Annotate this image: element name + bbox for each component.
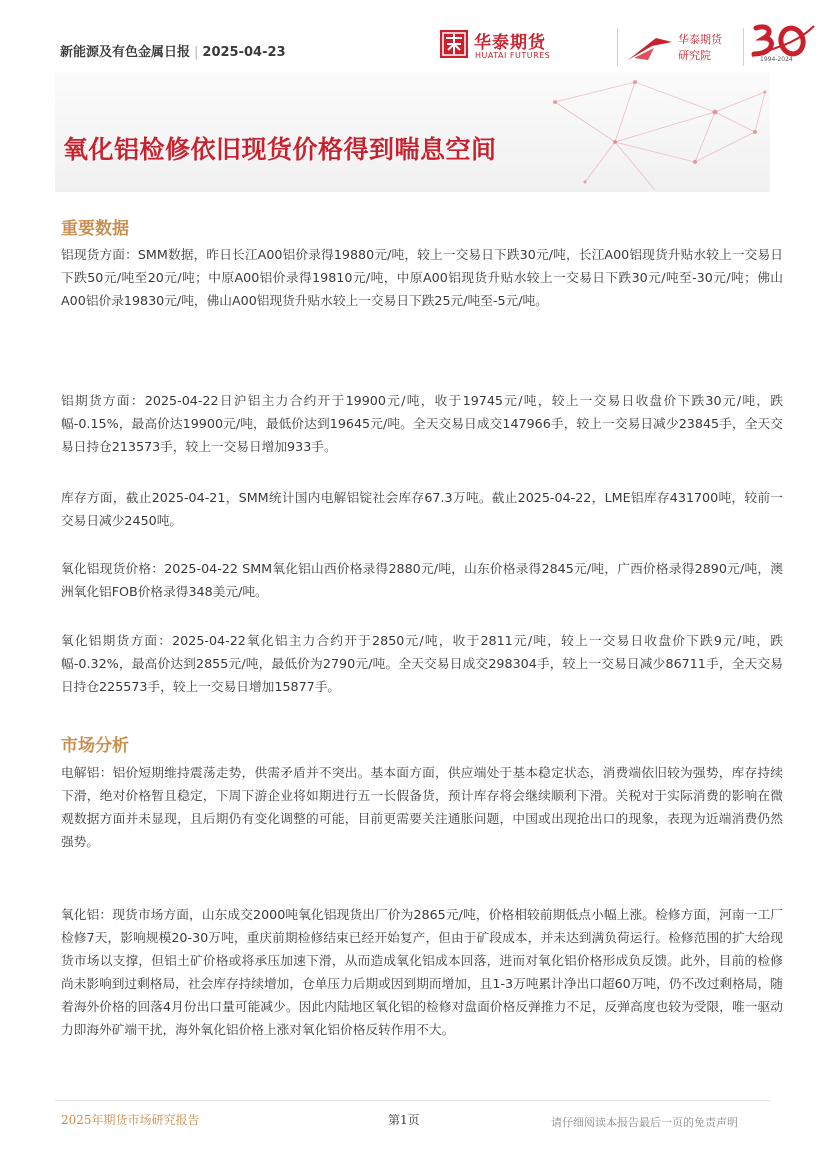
report-date: 2025-04-23 bbox=[202, 45, 286, 60]
title-banner bbox=[55, 72, 770, 192]
logo-en-text: HUATAI FUTURES bbox=[475, 51, 551, 60]
footer-report-label: 2025年期货市场研究报告 bbox=[61, 1113, 200, 1127]
swoosh-icon bbox=[626, 32, 674, 64]
paragraph-electrolytic-aluminum: 电解铝：铝价短期维持震荡走势，供需矛盾并不突出。基本面方面，供应端处于基本稳定状态，消费端依旧较为强势，库存持续下滑，绝对价格暂且稳定，下周下游企业将如期进行五一长假备货，预计库存将会继续顺利下滑。关税对于实际消费的影响在微观数据方面并未显现，且后期仍有变化调整的可能，目前更需要关注通胀问题，中国或出现抢出口的现象，表现为近端消费仍然强势。 bbox=[61, 765, 783, 849]
anniversary-years: 1994-2024 bbox=[760, 56, 793, 63]
anniversary-30-icon bbox=[750, 24, 816, 58]
report-name: 新能源及有色金属日报 bbox=[60, 45, 191, 60]
page-number: 第1页 bbox=[388, 1113, 420, 1127]
research-line1: 华泰期货 bbox=[678, 33, 722, 46]
section-heading-market-analysis: 市场分析 bbox=[61, 736, 129, 756]
report-title bbox=[60, 41, 286, 60]
research-line2: 研究院 bbox=[678, 49, 711, 62]
paragraph-aluminum-spot: 铝现货方面：SMM数据，昨日长江A00铝价录得19880元/吨，较上一交易日下跌30元/吨，长江A00铝现货升贴水较上一交易日下跌50元/吨至20元/吨；中原A00铝价录得19810元/吨，中原A00铝现货升贴水较上一交易日下跌30元/吨至-30元/吨；佛山A00铝价录19830元/吨，佛山A00铝现货升贴水较上一交易日下跌25元/吨至-5元/吨。 bbox=[61, 247, 783, 308]
research-institute-logo bbox=[626, 30, 741, 68]
huatai-logo-icon bbox=[440, 30, 468, 58]
page-header bbox=[60, 33, 793, 68]
paragraph-inventory: 库存方面，截止2025-04-21，SMM统计国内电解铝锭社会库存67.3万吨。截止2025-04-22，LME铝库存431700吨，较前一交易日减少2450吨。 bbox=[61, 490, 783, 528]
anniversary-logo bbox=[750, 24, 816, 68]
section-heading-key-data: 重要数据 bbox=[61, 219, 129, 239]
footer-divider bbox=[55, 1100, 770, 1101]
decorative-network-graphic bbox=[495, 72, 770, 192]
paragraph-alumina-futures: 氧化铝期货方面：2025-04-22氧化铝主力合约开于2850元/吨，收于2811元/吨，较上一交易日收盘价下跌9元/吨，跌幅-0.32%，最高价达到2855元/吨，最低价为2790元/吨。全天交易日成交298304手，较上一交易日减少86711手，全天交易日持仓225573手，较上一交易日增加15877手。 bbox=[61, 633, 783, 694]
paragraph-alumina-analysis: 氧化铝：现货市场方面，山东成交2000吨氧化铝现货出厂价为2865元/吨，价格相较前期低点小幅上涨。检修方面，河南一工厂检修7天，影响规模20-30万吨，重庆前期检修结束已经开始复产，但由于矿段成本，并未达到满负荷运行。检修范围的扩大给现货市场以支撑，但铝土矿价格或将承压加速下滑，从而造成氧化铝成本回落，进而对氧化铝价格形成负反馈。此外，目前的检修尚未影响到过剩格局，社会库存持续增加，仓单压力后期或因到期而增加，且1-3万吨累计净出口超60万吨，仍不改过剩格局，随着海外价格的回落4月份出口量可能减少。因此内陆地区氧化铝的检修对盘面价格反弹推力不足，反弹高度也较为受限，唯一驱动力即海外矿端干扰，海外氧化铝价格上涨对氧化铝价格反转作用不大。 bbox=[61, 907, 783, 1037]
title-separator: | bbox=[194, 45, 199, 60]
header-divider bbox=[743, 28, 744, 66]
paragraph-aluminum-futures: 铝期货方面：2025-04-22日沪铝主力合约开于19900元/吨，收于19745元/吨，较上一交易日收盘价下跌30元/吨，跌幅-0.15%，最高价达19900元/吨，最低价达到19645元/吨。全天交易日成交147966手，较上一交易日减少23845手，全天交易日持仓213573手，较上一交易日增加933手。 bbox=[61, 393, 783, 454]
header-divider bbox=[617, 28, 618, 66]
disclaimer-note: 请仔细阅读本报告最后一页的免责声明 bbox=[551, 1116, 738, 1129]
huatai-futures-logo bbox=[440, 28, 615, 68]
page-title: 氧化铝检修依旧现货价格得到喘息空间 bbox=[63, 135, 497, 164]
logo-cn-text: 华泰期货 bbox=[474, 33, 546, 53]
paragraph-alumina-spot: 氧化铝现货价格：2025-04-22 SMM氧化铝山西价格录得2880元/吨，山东价格录得2845元/吨，广西价格录得2890元/吨，澳洲氧化铝FOB价格录得348美元/吨。 bbox=[61, 561, 783, 599]
